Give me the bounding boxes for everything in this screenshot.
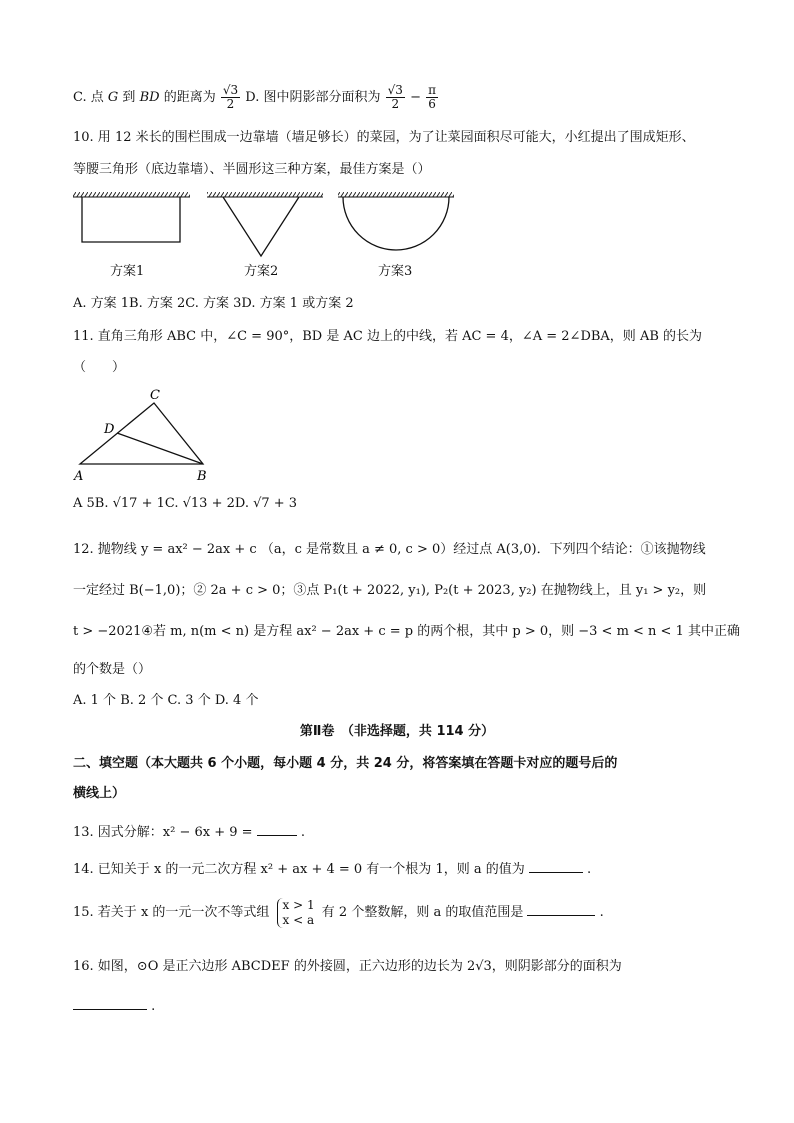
q15-ineq-2: x < a — [282, 912, 315, 927]
section-2-heading-line-1: 二、填空题（本大题共 6 个小题，每小题 4 分，共 24 分，将答案填在答题卡对应的题号后的 — [73, 756, 618, 771]
plan2-label: 方案2 — [244, 264, 279, 279]
q10-line-2: 等腰三角形（底边靠墙）、半圆形这三种方案，最佳方案是（） — [73, 162, 431, 177]
q9-frac-d1-num: √3 — [387, 83, 403, 97]
q14-answer-blank[interactable] — [529, 858, 583, 873]
q11-vertex-a: A — [74, 469, 84, 484]
q9-frac-c-den: 2 — [226, 97, 235, 111]
q11-vertex-d: D — [104, 422, 115, 437]
q9-minus: − — [410, 90, 421, 105]
q9-frac-c-num: √3 — [222, 83, 239, 97]
q11-line-2: （ ） — [73, 360, 126, 375]
q13-answer-blank[interactable] — [257, 821, 297, 836]
q15-end: . — [599, 905, 604, 920]
q11-options: A 5B. √17 + 1C. √13 + 2D. √7 + 3 — [73, 496, 298, 511]
q12-line-1: 12. 抛物线 y = ax² − 2ax + c （a，c 是常数且 a ≠ 0, c > 0）经过点 A(3,0)．下列四个结论：①该抛物线 — [73, 542, 706, 557]
q12-line-3: t > −2021④若 m, n(m < n) 是方程 ax² − 2ax + c = p 的两个根，其中 p > 0，则 −3 < m < n < 1 其中正确 — [73, 624, 740, 639]
plan2-triangle-figure — [207, 192, 323, 256]
q14 — [73, 858, 591, 880]
q15-pre: 15. 若关于 x 的一元一次不等式组 — [73, 905, 270, 920]
q13 — [73, 821, 305, 843]
q9-frac-d2-den: 6 — [428, 97, 436, 111]
q13-end: . — [300, 825, 305, 840]
plan3-semicircle-figure — [338, 192, 454, 250]
q12-options: A. 1 个 B. 2 个 C. 3 个 D. 4 个 — [73, 693, 259, 708]
q12-line-2: 一定经过 B(−1,0)；② 2a + c > 0；③点 P₁(t + 2022, y₁), P₂(t + 2023, y₂) 在抛物线上，且 y₁ > y₂，则 — [73, 583, 707, 598]
q10-figures — [0, 0, 794, 300]
q10-line-1: 10. 用 12 米长的围栏围成一边靠墙（墙足够长）的菜园，为了让菜园面积尽可能大，小红提出了围成矩形、 — [73, 130, 695, 145]
q9-c-prefix: C. 点 — [73, 90, 104, 105]
q11-vertex-c: C — [150, 388, 160, 403]
q16-end: . — [151, 999, 156, 1014]
plan3-label: 方案3 — [378, 264, 413, 279]
q14-text: 14. 已知关于 x 的一元二次方程 x² + ax + 4 = 0 有一个根为 1，则 a 的值为 — [73, 862, 525, 877]
q11-triangle-figure — [0, 380, 260, 490]
q9-segment-bd: BD — [139, 90, 160, 105]
section-2-heading-line-2: 横线上） — [73, 786, 126, 801]
q15-post: 有 2 个整数解，则 a 的取值范围是 — [321, 905, 524, 920]
q16-answer-blank[interactable] — [73, 995, 147, 1010]
q15 — [73, 896, 604, 930]
q15-inequality-system — [277, 898, 315, 928]
plan1-label: 方案1 — [110, 264, 145, 279]
q9-frac-d2-num: π — [428, 83, 437, 97]
q16-line-2 — [73, 995, 155, 1017]
q16-line-1: 16. 如图，⊙O 是正六边形 ABCDEF 的外接圆，正六边形的边长为 2√3，则阴影部分的面积为 — [73, 959, 622, 974]
q9-d-prefix: D. 图中阴影部分面积为 — [245, 90, 381, 105]
q11-vertex-b: B — [197, 469, 207, 484]
q15-ineq-1: x > 1 — [282, 897, 315, 912]
q12-line-4: 的个数是（） — [73, 662, 152, 677]
q11-line-1: 11. 直角三角形 ABC 中，∠C = 90°，BD 是 AC 边上的中线，若 AC = 4，∠A = 2∠DBA，则 AB 的长为 — [73, 329, 703, 344]
q9-point-g: G — [107, 90, 119, 105]
q9-to: 到 — [122, 90, 136, 105]
q14-end: . — [587, 862, 592, 877]
q13-text: 13. 因式分解：x² − 6x + 9 = — [73, 825, 253, 840]
q10-options: A. 方案 1B. 方案 2C. 方案 3D. 方案 1 或方案 2 — [73, 296, 354, 311]
q9-distance-label: 的距离为 — [163, 90, 216, 105]
q15-answer-blank[interactable] — [527, 901, 595, 916]
section-2-title: 第Ⅱ卷 （非选择题，共 114 分） — [299, 724, 495, 739]
q9-frac-d1-den: 2 — [391, 97, 400, 111]
plan1-rectangle-figure — [73, 192, 190, 242]
